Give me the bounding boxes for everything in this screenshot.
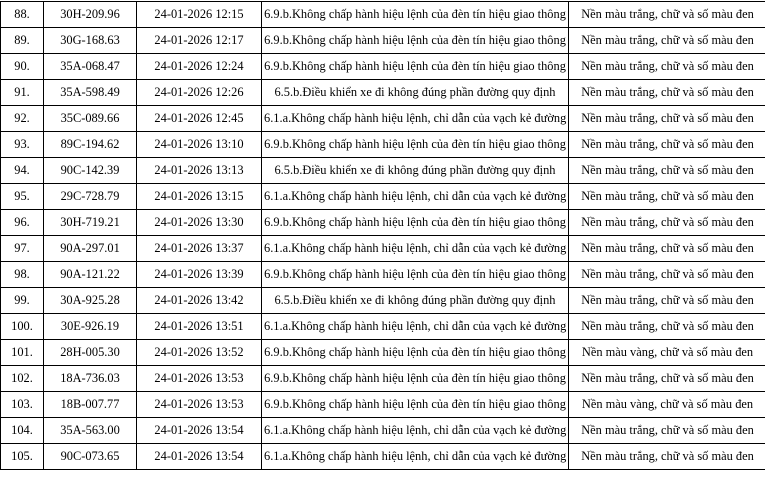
cell-index: 92.	[1, 106, 44, 132]
cell-plate-color: Nền màu trắng, chữ và số màu đen	[569, 158, 765, 184]
cell-time: 24-01-2026 12:15	[137, 2, 262, 28]
cell-violation: 6.1.a.Không chấp hành hiệu lệnh, chỉ dẫn của vạch kẻ đường	[262, 418, 569, 444]
cell-index: 103.	[1, 392, 44, 418]
cell-plate-color: Nền màu trắng, chữ và số màu đen	[569, 54, 765, 80]
cell-plate: 35A-068.47	[44, 54, 137, 80]
document-page	[0, 1, 765, 480]
cell-plate: 90C-073.65	[44, 444, 137, 470]
cell-plate: 90C-142.39	[44, 158, 137, 184]
cell-plate-color: Nền màu trắng, chữ và số màu đen	[569, 366, 765, 392]
cell-time: 24-01-2026 13:42	[137, 288, 262, 314]
cell-plate: 30G-168.63	[44, 28, 137, 54]
cell-violation: 6.9.b.Không chấp hành hiệu lệnh của đèn tín hiệu giao thông	[262, 392, 569, 418]
cell-time: 24-01-2026 13:54	[137, 444, 262, 470]
cell-plate: 89C-194.62	[44, 132, 137, 158]
table-row	[1, 210, 765, 236]
cell-violation: 6.9.b.Không chấp hành hiệu lệnh của đèn tín hiệu giao thông	[262, 28, 569, 54]
cell-violation: 6.5.b.Điều khiển xe đi không đúng phần đường quy định	[262, 80, 569, 106]
cell-time: 24-01-2026 13:53	[137, 366, 262, 392]
cell-time: 24-01-2026 12:45	[137, 106, 262, 132]
cell-time: 24-01-2026 13:54	[137, 418, 262, 444]
table-row	[1, 80, 765, 106]
cell-plate-color: Nền màu trắng, chữ và số màu đen	[569, 418, 765, 444]
table-row	[1, 392, 765, 418]
cell-plate-color: Nền màu trắng, chữ và số màu đen	[569, 444, 765, 470]
cell-plate: 28H-005.30	[44, 340, 137, 366]
table-row	[1, 106, 765, 132]
table-row	[1, 314, 765, 340]
cell-time: 24-01-2026 12:26	[137, 80, 262, 106]
cell-plate-color: Nền màu trắng, chữ và số màu đen	[569, 132, 765, 158]
cell-violation: 6.9.b.Không chấp hành hiệu lệnh của đèn tín hiệu giao thông	[262, 210, 569, 236]
cell-plate-color: Nền màu trắng, chữ và số màu đen	[569, 210, 765, 236]
cell-plate-color: Nền màu trắng, chữ và số màu đen	[569, 2, 765, 28]
cell-violation: 6.1.a.Không chấp hành hiệu lệnh, chỉ dẫn của vạch kẻ đường	[262, 184, 569, 210]
table-row	[1, 262, 765, 288]
cell-plate: 18B-007.77	[44, 392, 137, 418]
cell-plate: 90A-121.22	[44, 262, 137, 288]
cell-violation: 6.1.a.Không chấp hành hiệu lệnh, chỉ dẫn của vạch kẻ đường	[262, 314, 569, 340]
cell-plate-color: Nền màu trắng, chữ và số màu đen	[569, 262, 765, 288]
cell-index: 89.	[1, 28, 44, 54]
cell-index: 100.	[1, 314, 44, 340]
cell-plate-color: Nền màu trắng, chữ và số màu đen	[569, 80, 765, 106]
violations-table	[0, 1, 765, 470]
cell-violation: 6.9.b.Không chấp hành hiệu lệnh của đèn tín hiệu giao thông	[262, 54, 569, 80]
cell-index: 98.	[1, 262, 44, 288]
table-row	[1, 54, 765, 80]
cell-time: 24-01-2026 13:15	[137, 184, 262, 210]
table-row	[1, 288, 765, 314]
cell-plate: 18A-736.03	[44, 366, 137, 392]
cell-violation: 6.1.a.Không chấp hành hiệu lệnh, chỉ dẫn của vạch kẻ đường	[262, 444, 569, 470]
cell-index: 94.	[1, 158, 44, 184]
cell-index: 104.	[1, 418, 44, 444]
cell-index: 88.	[1, 2, 44, 28]
cell-plate-color: Nền màu trắng, chữ và số màu đen	[569, 288, 765, 314]
table-row	[1, 418, 765, 444]
cell-plate: 30E-926.19	[44, 314, 137, 340]
cell-time: 24-01-2026 13:52	[137, 340, 262, 366]
cell-time: 24-01-2026 13:37	[137, 236, 262, 262]
cell-index: 90.	[1, 54, 44, 80]
table-row	[1, 340, 765, 366]
cell-violation: 6.9.b.Không chấp hành hiệu lệnh của đèn tín hiệu giao thông	[262, 366, 569, 392]
cell-time: 24-01-2026 13:10	[137, 132, 262, 158]
cell-plate-color: Nền màu vàng, chữ và số màu đen	[569, 340, 765, 366]
table-row	[1, 28, 765, 54]
table-row	[1, 236, 765, 262]
table-row	[1, 2, 765, 28]
cell-index: 93.	[1, 132, 44, 158]
cell-plate: 35A-563.00	[44, 418, 137, 444]
cell-plate-color: Nền màu trắng, chữ và số màu đen	[569, 106, 765, 132]
cell-plate: 90A-297.01	[44, 236, 137, 262]
violations-table-body	[1, 2, 765, 470]
cell-violation: 6.9.b.Không chấp hành hiệu lệnh của đèn tín hiệu giao thông	[262, 2, 569, 28]
cell-violation: 6.9.b.Không chấp hành hiệu lệnh của đèn tín hiệu giao thông	[262, 340, 569, 366]
cell-index: 91.	[1, 80, 44, 106]
table-row	[1, 158, 765, 184]
cell-plate: 35C-089.66	[44, 106, 137, 132]
cell-plate-color: Nền màu trắng, chữ và số màu đen	[569, 314, 765, 340]
table-row	[1, 184, 765, 210]
cell-plate-color: Nền màu trắng, chữ và số màu đen	[569, 28, 765, 54]
cell-plate: 30H-209.96	[44, 2, 137, 28]
cell-plate: 30H-719.21	[44, 210, 137, 236]
cell-plate-color: Nền màu trắng, chữ và số màu đen	[569, 236, 765, 262]
cell-index: 96.	[1, 210, 44, 236]
cell-violation: 6.9.b.Không chấp hành hiệu lệnh của đèn tín hiệu giao thông	[262, 262, 569, 288]
cell-violation: 6.1.a.Không chấp hành hiệu lệnh, chỉ dẫn của vạch kẻ đường	[262, 106, 569, 132]
cell-index: 101.	[1, 340, 44, 366]
cell-plate: 35A-598.49	[44, 80, 137, 106]
cell-time: 24-01-2026 13:53	[137, 392, 262, 418]
cell-time: 24-01-2026 12:24	[137, 54, 262, 80]
cell-violation: 6.1.a.Không chấp hành hiệu lệnh, chỉ dẫn của vạch kẻ đường	[262, 236, 569, 262]
cell-violation: 6.9.b.Không chấp hành hiệu lệnh của đèn tín hiệu giao thông	[262, 132, 569, 158]
cell-plate-color: Nền màu vàng, chữ và số màu đen	[569, 392, 765, 418]
cell-index: 97.	[1, 236, 44, 262]
cell-index: 105.	[1, 444, 44, 470]
cell-index: 102.	[1, 366, 44, 392]
cell-time: 24-01-2026 13:51	[137, 314, 262, 340]
table-row	[1, 444, 765, 470]
cell-time: 24-01-2026 13:30	[137, 210, 262, 236]
cell-time: 24-01-2026 13:39	[137, 262, 262, 288]
cell-violation: 6.5.b.Điều khiển xe đi không đúng phần đường quy định	[262, 288, 569, 314]
cell-violation: 6.5.b.Điều khiển xe đi không đúng phần đường quy định	[262, 158, 569, 184]
table-row	[1, 366, 765, 392]
table-row	[1, 132, 765, 158]
cell-plate: 29C-728.79	[44, 184, 137, 210]
cell-plate-color: Nền màu trắng, chữ và số màu đen	[569, 184, 765, 210]
cell-time: 24-01-2026 13:13	[137, 158, 262, 184]
cell-plate: 30A-925.28	[44, 288, 137, 314]
cell-time: 24-01-2026 12:17	[137, 28, 262, 54]
cell-index: 99.	[1, 288, 44, 314]
cell-index: 95.	[1, 184, 44, 210]
